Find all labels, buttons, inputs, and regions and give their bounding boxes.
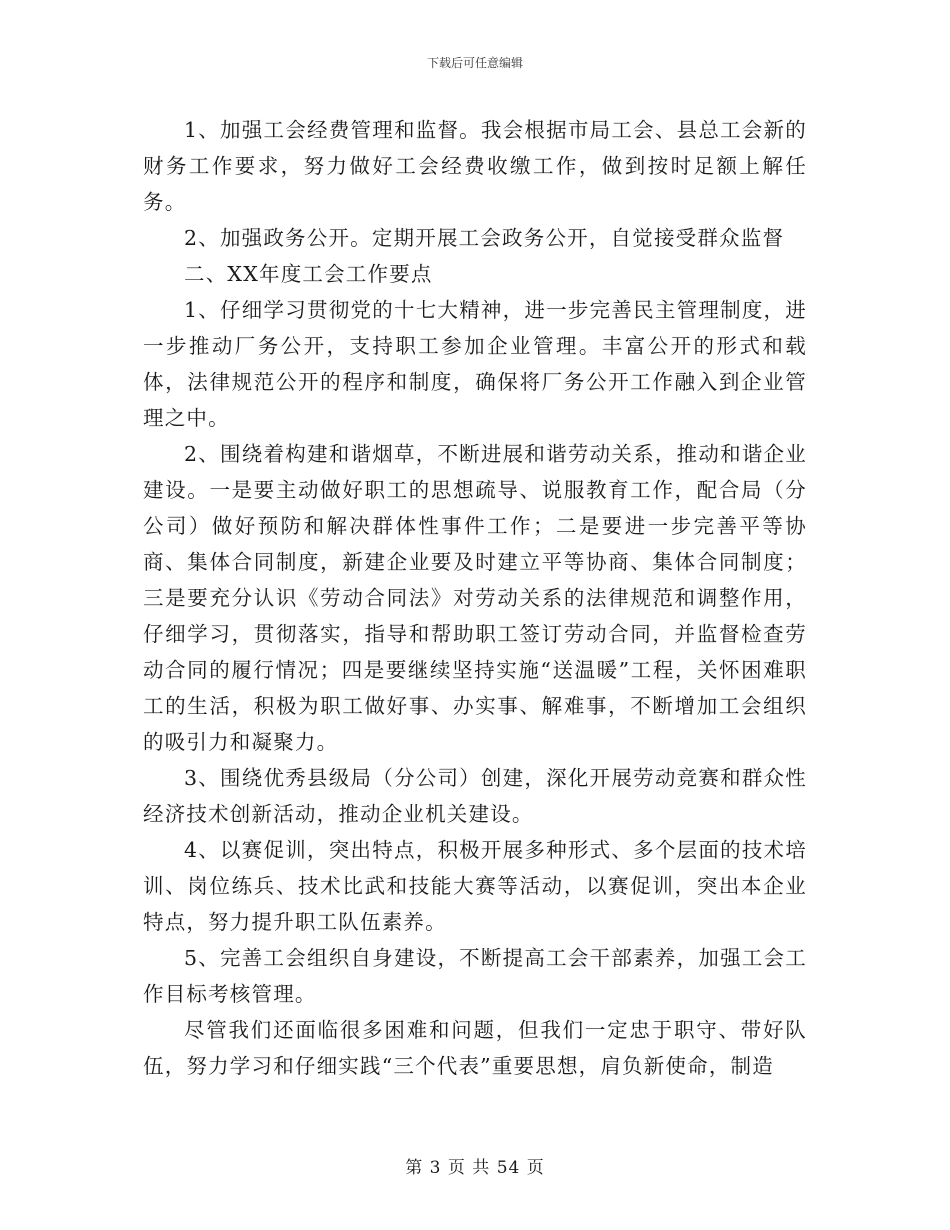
paragraph: 2、围绕着构建和谐烟草，不断进展和谐劳动关系，推动和谐企业建设。一是要主动做好职工的思想疏导、说服教育工作，配合局（分公司）做好预防和解决群体性事件工作；二是要进一步完善平等协商、集体合同制度，新建企业要及时建立平等协商、集体合同制度；三是要充分认识《劳动合同法》对劳动关系的法律规范和调整作用，仔细学习，贯彻落实，指导和帮助职工签订劳动合同，并监督检查劳动合同的履行情况；四是要继续坚持实施“送温暖”工程，关怀困难职工的生活，积极为职工做好事、办实事、解难事，不断增加工会组织的吸引力和凝聚力。 (143, 442, 807, 754)
page-number: 第 3 页 共 54 页 (405, 1158, 545, 1178)
document-body (143, 112, 807, 1084)
section-heading: 二、XX年度工会工作要点 (184, 262, 433, 286)
paragraph: 尽管我们还面临很多困难和问题，但我们一定忠于职守、带好队伍，努力学习和仔细实践“三个代表”重要思想，肩负新使命，制造 (143, 1018, 807, 1078)
paragraph: 1、加强工会经费管理和监督。我会根据市局工会、县总工会新的财务工作要求，努力做好工会经费收缴工作，做到按时足额上解任务。 (143, 118, 807, 214)
paragraph: 3、围绕优秀县级局（分公司）创建，深化开展劳动竞赛和群众性经济技术创新活动，推动企业机关建设。 (143, 766, 807, 826)
paragraph: 5、完善工会组织自身建设，不断提高工会干部素养，加强工会工作目标考核管理。 (143, 946, 807, 1006)
paragraph: 4、以赛促训，突出特点，积极开展多种形式、多个层面的技术培训、岗位练兵、技术比武和技能大赛等活动，以赛促训，突出本企业特点，努力提升职工队伍素养。 (143, 838, 807, 934)
paragraph: 2、加强政务公开。定期开展工会政务公开，自觉接受群众监督 (184, 226, 785, 250)
page-header: 下载后可任意编辑 (426, 56, 523, 70)
paragraph: 1、仔细学习贯彻党的十七大精神，进一步完善民主管理制度，进一步推动厂务公开，支持职工参加企业管理。丰富公开的形式和载体，法律规范公开的程序和制度，确保将厂务公开工作融入到企业管理之中。 (143, 298, 807, 430)
